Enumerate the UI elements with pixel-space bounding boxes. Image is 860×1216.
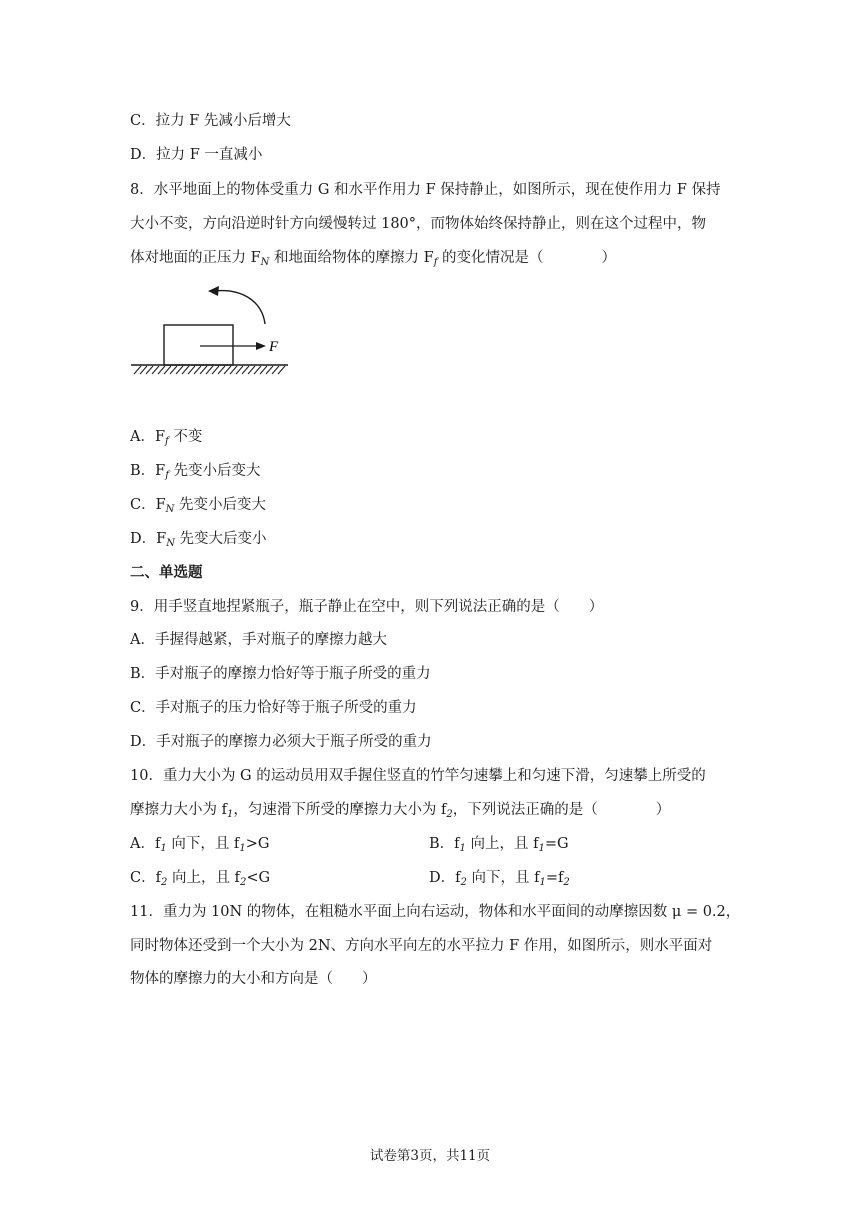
q8-option-c: C．$F_N$ 先变小后变大 <box>130 497 267 515</box>
rotation-arrowhead <box>208 286 219 296</box>
q8-figure <box>128 282 293 382</box>
q10-stem-line-2: 摩擦力大小为 $f_1$，匀速滑下所受的摩擦力大小为 $f_2$，下列说法正确的是（ ） <box>130 802 671 820</box>
force-label: F <box>269 339 279 355</box>
rotation-arrow <box>214 291 265 324</box>
q10-stem-line-1: 10．重力大小为 G 的运动员用双手握住竖直的竹竿匀速攀上和匀速下滑，匀速攀上所受的 <box>130 768 706 784</box>
section-title: 二、单选题 <box>130 564 203 581</box>
page-footer: 试卷第3页，共11页 <box>369 1148 491 1164</box>
q11-stem-line-1: 11．重力为 10N 的物体，在粗糙水平面上向右运动，物体和水平面间的动摩擦因数 μ = 0.2， <box>130 904 741 920</box>
q10-option-d: D．$f_2$ 向下，且 $f_1=f_2$ <box>429 870 570 888</box>
block <box>164 325 233 365</box>
q9-option-b: B．手对瓶子的摩擦力恰好等于瓶子所受的重力 <box>130 666 431 682</box>
q10-option-c: C．$f_2$ 向上，且 $f_2<G$ <box>130 870 271 888</box>
q10-option-b: B．$f_1$ 向上，且 $f_1=G$ <box>429 836 569 854</box>
q8-stem-line-1: 8．水平地面上的物体受重力 G 和水平作用力 F 保持静止，如图所示，现在使作用力 F 保持 <box>130 182 721 198</box>
q11-stem-line-3: 物体的摩擦力的大小和方向是（ ） <box>130 971 377 987</box>
q9-stem: 9．用手竖直地捏紧瓶子，瓶子静止在空中，则下列说法正确的是（ ） <box>130 599 604 615</box>
q9-option-a: A．手握得越紧，手对瓶子的摩擦力越大 <box>130 632 387 648</box>
q8-option-b: B．$F_f$ 先变小后变大 <box>130 463 261 481</box>
q11-stem-line-2: 同时物体还受到一个大小为 2N、方向水平向左的水平拉力 F 作用，如图所示，则水平面对 <box>130 938 713 954</box>
q7-option-d: D．拉力 F 一直减小 <box>130 147 263 163</box>
q7-option-c: C．拉力 F 先减小后增大 <box>130 113 291 129</box>
q10-option-a: A．$f_1$ 向下，且 $f_1>G$ <box>130 836 270 854</box>
q9-option-c: C．手对瓶子的压力恰好等于瓶子所受的重力 <box>130 700 417 716</box>
q9-option-d: D．手对瓶子的摩擦力必须大于瓶子所受的重力 <box>130 734 432 750</box>
q8-option-a: A．$F_f$ 不变 <box>130 429 203 447</box>
q8-option-d: D．$F_N$ 先变大后变小 <box>130 531 267 549</box>
q8-stem-line-3: 体对地面的正压力 $F_N$ 和地面给物体的摩擦力 $F_f$ 的变化情况是（ ） <box>130 250 617 268</box>
q8-stem-line-2: 大小不变，方向沿逆时针方向缓慢转过 180°，而物体始终保持静止，则在这个过程中，物 <box>130 216 707 232</box>
force-arrowhead <box>256 342 266 350</box>
ground-hatching <box>134 366 285 374</box>
